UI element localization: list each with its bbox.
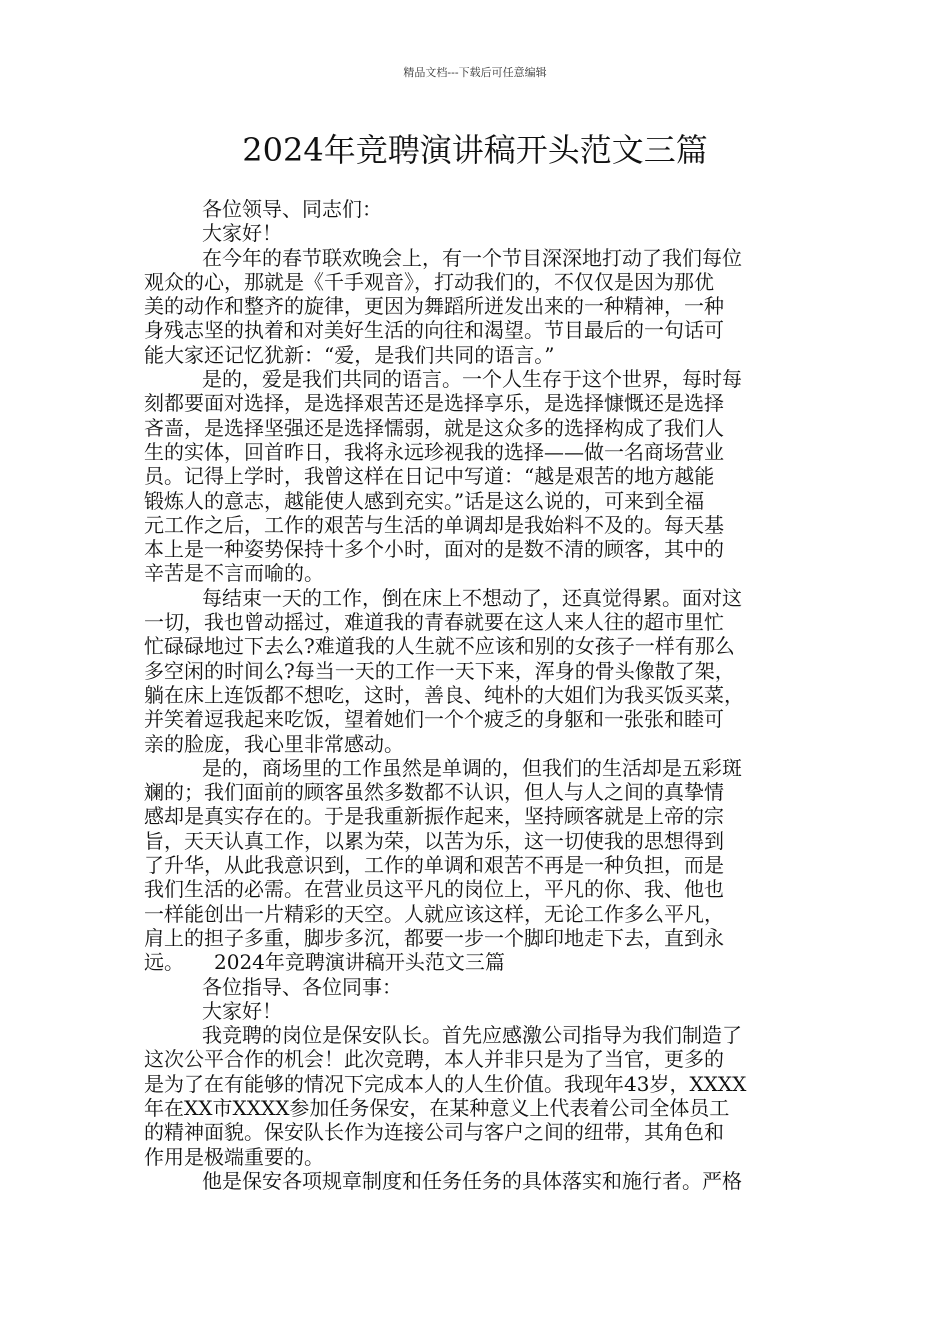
text-line: 一切，我也曾动摇过，难道我的青春就要在这人来人往的超市里忙 — [144, 610, 724, 635]
text-line: 一样能创出一片精彩的天空。人就应该这样，无论工作多么平凡， — [144, 901, 724, 926]
text-line: 我竞聘的岗位是保安队长。首先应感激公司指导为我们制造了 — [202, 1023, 742, 1048]
text-line: 这次公平合作的机会！此次竞聘，本人并非只是为了当官，更多的 — [144, 1047, 724, 1072]
text-line: 忙碌碌地过下去么?难道我的人生就不应该和别的女孩子一样有那么 — [144, 634, 735, 659]
text-line: 观众的心，那就是《千手观音》，打动我们的，不仅仅是因为那优 — [144, 269, 714, 294]
text-line: 年在XX市XXXX参加任务保安，在某种意义上代表着公司全体员工 — [144, 1095, 730, 1120]
text-line: 是的，爱是我们共同的语言。一个人生存于这个世界，每时每 — [202, 367, 742, 392]
text-line: 吝啬，是选择坚强还是选择懦弱，就是这众多的选择构成了我们人 — [144, 415, 724, 440]
text-line: 身残志坚的执着和对美好生活的向往和渴望。节目最后的一句话可 — [144, 318, 724, 343]
document-body — [144, 197, 812, 1193]
text-line: 刻都要面对选择，是选择艰苦还是选择享乐，是选择慷慨还是选择 — [144, 391, 724, 416]
text-line: 能大家还记忆犹新：“爱，是我们共同的语言。” — [144, 342, 555, 367]
text-line: 大家好！ — [202, 998, 282, 1023]
text-line: 辛苦是不言而喻的。 — [144, 561, 324, 586]
text-line: 是为了在有能够的情况下完成本人的人生价值。我现年43岁，XXXX — [144, 1071, 747, 1096]
text-line: 每结束一天的工作，倒在床上不想动了，还真觉得累。面对这 — [202, 585, 742, 610]
text-line: 的精神面貌。保安队长作为连接公司与客户之间的纽带，其角色和 — [144, 1120, 724, 1145]
text-line: 美的动作和整齐的旋律，更因为舞蹈所迸发出来的一种精神，一种 — [144, 294, 724, 319]
page-header: 精品文档---下载后可任意编辑 — [403, 66, 547, 79]
text-line: 他是保安各项规章制度和任务任务的具体落实和施行者。严格 — [202, 1168, 742, 1193]
text-line: 各位指导、各位同事： — [202, 974, 402, 999]
text-line: 旨，天天认真工作，以累为荣，以苦为乐，这一切使我的思想得到 — [144, 828, 724, 853]
text-line: 本上是一种姿势保持十多个小时，面对的是数不清的顾客，其中的 — [144, 537, 724, 562]
text-line: 躺在床上连饭都不想吃，这时，善良、纯朴的大姐们为我买饭买菜， — [144, 682, 744, 707]
text-line: 在今年的春节联欢晚会上，有一个节目深深地打动了我们每位 — [202, 245, 742, 270]
text-line: 是的，商场里的工作虽然是单调的，但我们的生活却是五彩斑 — [202, 755, 742, 780]
text-line: 大家好！ — [202, 221, 282, 246]
text-line: 感却是真实存在的。于是我重新振作起来，坚持顾客就是上帝的宗 — [144, 804, 724, 829]
text-line: 作用是极端重要的。 — [144, 1144, 324, 1169]
text-line: 远。 2024年竞聘演讲稿开头范文三篇 — [144, 950, 505, 975]
text-line: 各位领导、同志们： — [202, 197, 382, 221]
text-line: 多空闲的时间么?每当一天的工作一天下来，浑身的骨头像散了架， — [144, 658, 735, 683]
text-line: 元工作之后，工作的艰苦与生活的单调却是我始料不及的。每天基 — [144, 512, 724, 537]
text-line: 我们生活的必需。在营业员这平凡的岗位上，平凡的你、我、他也 — [144, 877, 724, 902]
document-title: 2024年竞聘演讲稿开头范文三篇 — [242, 131, 708, 169]
text-line: 员。记得上学时，我曾这样在日记中写道：“越是艰苦的地方越能 — [144, 464, 715, 489]
text-line: 并笑着逗我起来吃饭，望着她们一个个疲乏的身躯和一张张和睦可 — [144, 707, 724, 732]
text-line: 斓的；我们面前的顾客虽然多数都不认识，但人与人之间的真挚情 — [144, 780, 724, 805]
text-line: 锻炼人的意志，越能使人感到充实。”话是这么说的，可来到全福 — [144, 488, 705, 513]
text-line: 了升华，从此我意识到，工作的单调和艰苦不再是一种负担，而是 — [144, 853, 724, 878]
text-line: 肩上的担子多重，脚步多沉，都要一步一个脚印地走下去，直到永 — [144, 925, 724, 950]
text-line: 亲的脸庞，我心里非常感动。 — [144, 731, 404, 756]
text-line: 生的实体，回首昨日，我将永远珍视我的选择——做一名商场营业 — [144, 439, 724, 464]
